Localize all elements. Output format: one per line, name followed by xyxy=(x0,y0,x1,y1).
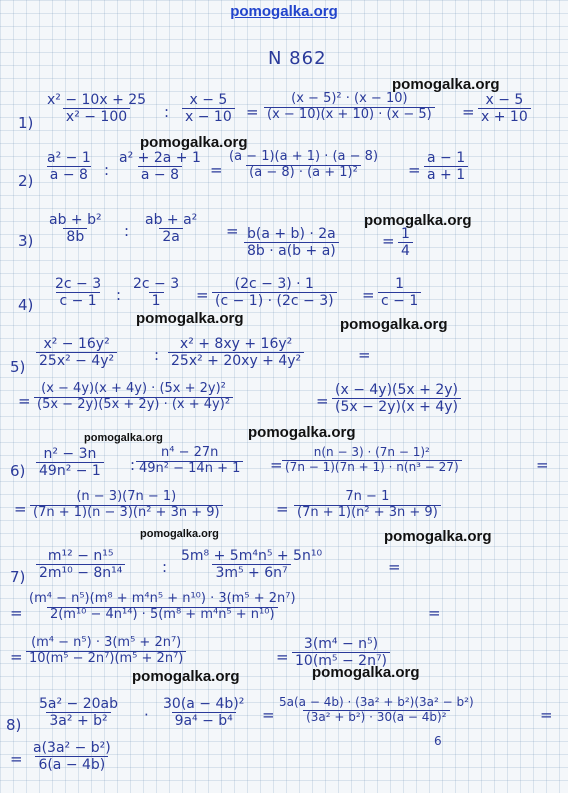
operator: = xyxy=(358,346,371,364)
watermark: pomogalka.org xyxy=(140,528,219,540)
fraction xyxy=(36,548,125,581)
operator: = xyxy=(540,706,553,724)
denominator: (3a² + b²) · 30(a − 4b)² xyxy=(303,710,449,725)
operator: = xyxy=(14,500,27,518)
watermark: pomogalka.org xyxy=(312,664,420,681)
numerator: 5m⁸ + 5m⁴n⁵ + 5n¹⁰ xyxy=(181,548,323,564)
operator: = xyxy=(246,103,259,121)
fraction xyxy=(36,336,117,369)
numerator: x − 5 xyxy=(485,92,524,108)
watermark: pomogalka.org xyxy=(84,432,163,444)
numerator: 2c − 3 xyxy=(133,276,180,292)
fraction xyxy=(294,490,441,521)
operator: : xyxy=(162,558,168,576)
denominator: x + 10 xyxy=(478,108,531,125)
fraction xyxy=(26,636,186,667)
watermark: pomogalka.org xyxy=(132,668,240,685)
operator: = xyxy=(408,161,421,179)
denominator: 8b · a(b + a) xyxy=(244,242,339,259)
denominator: (7n − 1)(7n + 1) · n(n³ − 27) xyxy=(282,460,462,475)
operator: = xyxy=(262,706,275,724)
numerator: 5a(a − 4b) · (3a² + b²)(3a² − b²) xyxy=(279,695,474,709)
problem-label: 5) xyxy=(10,358,26,376)
numerator: b(a + b) · 2a xyxy=(247,226,336,242)
fraction xyxy=(478,92,531,125)
fraction xyxy=(332,382,461,415)
denominator: 8b xyxy=(63,228,87,245)
operator: : xyxy=(130,456,136,474)
fraction xyxy=(282,446,462,475)
denominator: (5x − 2y)(5x + 2y) · (x + 4y)² xyxy=(34,397,233,413)
fraction xyxy=(168,336,304,369)
numerator: (x − 4y)(x + 4y) · (5x + 2y)² xyxy=(41,381,226,396)
denominator: 49n² − 14n + 1 xyxy=(136,461,243,477)
operator: : xyxy=(116,286,122,304)
fraction xyxy=(424,150,468,183)
cancel-note: 6 xyxy=(434,734,442,748)
fraction xyxy=(212,276,337,309)
fraction xyxy=(130,276,182,309)
numerator: ab + b² xyxy=(49,212,102,228)
denominator: (7n + 1)(n − 3)(n² + 3n + 9) xyxy=(30,505,223,521)
numerator: m¹² − n¹⁵ xyxy=(47,548,114,564)
watermark: pomogalka.org xyxy=(364,212,472,229)
operator: = xyxy=(462,103,475,121)
operator: · xyxy=(144,706,149,724)
numerator: x² − 10x + 25 xyxy=(47,92,147,108)
operator: = xyxy=(382,232,395,250)
denominator: (a − 8) · (a + 1)² xyxy=(246,165,361,181)
numerator: x² + 8xy + 16y² xyxy=(179,336,293,352)
watermark: pomogalka.org xyxy=(140,134,248,151)
operator: = xyxy=(270,456,283,474)
numerator: 1 xyxy=(401,226,410,242)
operator: : xyxy=(104,161,110,179)
fraction xyxy=(244,226,339,259)
problem-number-title: N 862 xyxy=(268,48,327,69)
numerator: ab + a² xyxy=(145,212,198,228)
numerator: 7n − 1 xyxy=(345,489,390,504)
numerator: (x − 4y)(5x + 2y) xyxy=(335,382,458,398)
operator: : xyxy=(164,103,170,121)
numerator: 3(m⁴ − n⁵) xyxy=(303,636,379,652)
denominator: 3a² + b² xyxy=(46,712,110,729)
problem-label: 6) xyxy=(10,462,26,480)
fraction xyxy=(398,226,413,259)
operator: = xyxy=(18,392,31,410)
watermark: pomogalka.org xyxy=(248,424,356,441)
watermark: pomogalka.org xyxy=(340,316,448,333)
operator: = xyxy=(196,286,209,304)
numerator: n⁴ − 27n xyxy=(160,445,219,460)
fraction xyxy=(36,696,121,729)
fraction xyxy=(46,212,105,245)
denominator: 6(a − 4b) xyxy=(35,756,108,773)
numerator: a − 1 xyxy=(427,150,466,166)
operator: = xyxy=(388,558,401,576)
operator: = xyxy=(316,392,329,410)
fraction xyxy=(34,382,233,413)
fraction xyxy=(116,150,204,183)
operator: = xyxy=(362,286,375,304)
denominator: c − 1 xyxy=(56,292,99,309)
numerator: (a − 1)(a + 1) · (a − 8) xyxy=(229,149,379,164)
operator: = xyxy=(428,604,441,622)
fraction xyxy=(160,696,247,729)
problem-label: 7) xyxy=(10,568,26,586)
fraction xyxy=(178,548,325,581)
denominator: 1 xyxy=(149,292,164,309)
denominator: 2(m¹⁰ − 4n¹⁴) · 5(m⁸ + m⁴n⁵ + n¹⁰) xyxy=(47,607,278,623)
problem-label: 4) xyxy=(18,296,34,314)
denominator: 10(m⁵ − 2n⁷)(m⁵ + 2n⁷) xyxy=(26,651,186,667)
denominator: (c − 1) · (2c − 3) xyxy=(212,292,337,309)
numerator: (m⁴ − n⁵)(m⁸ + m⁴n⁵ + n¹⁰) · 3(m⁵ + 2n⁷) xyxy=(29,591,296,606)
operator: = xyxy=(10,750,23,768)
numerator: n² − 3n xyxy=(43,446,97,462)
problem-label: 2) xyxy=(18,172,34,190)
operator: : xyxy=(124,222,130,240)
watermark: pomogalka.org xyxy=(136,310,244,327)
fraction xyxy=(44,150,94,183)
problem-label: 8) xyxy=(6,716,22,734)
operator: = xyxy=(276,500,289,518)
numerator: x² − 16y² xyxy=(43,336,110,352)
numerator: a² + 2a + 1 xyxy=(119,150,201,166)
denominator: a − 8 xyxy=(47,166,91,183)
fraction xyxy=(142,212,200,245)
denominator: 3m⁵ + 6n⁷ xyxy=(212,564,290,581)
denominator: 49n² − 1 xyxy=(36,462,104,479)
numerator: 30(a − 4b)² xyxy=(163,696,245,712)
denominator: 2m¹⁰ − 8n¹⁴ xyxy=(36,564,125,581)
denominator: 25x² + 20xy + 4y² xyxy=(168,352,304,369)
fraction xyxy=(264,92,435,123)
denominator: 10(m⁵ − 2n⁷) xyxy=(292,652,390,669)
operator: = xyxy=(276,648,289,666)
fraction xyxy=(182,92,235,125)
denominator: (7n + 1)(n² + 3n + 9) xyxy=(294,505,441,521)
numerator: 1 xyxy=(395,276,405,292)
denominator: x − 10 xyxy=(182,108,235,125)
numerator: a(3a² − b²) xyxy=(33,740,111,756)
numerator: 5a² − 20ab xyxy=(39,696,119,712)
watermark-top-link[interactable]: pomogalka.org xyxy=(230,3,338,20)
fraction xyxy=(44,92,149,125)
problem-label: 3) xyxy=(18,232,34,250)
denominator: (x − 10)(x + 10) · (x − 5) xyxy=(264,107,435,123)
fraction xyxy=(30,490,223,521)
numerator: (n − 3)(7n − 1) xyxy=(76,489,177,504)
operator: = xyxy=(10,604,23,622)
operator: = xyxy=(210,161,223,179)
denominator: 4 xyxy=(398,242,413,259)
numerator: (2c − 3) · 1 xyxy=(234,276,314,292)
operator: = xyxy=(10,648,23,666)
numerator: 2c − 3 xyxy=(55,276,102,292)
fraction xyxy=(292,636,390,669)
operator: : xyxy=(154,346,160,364)
fraction xyxy=(276,696,477,725)
operator: = xyxy=(226,222,239,240)
operator: = xyxy=(536,456,549,474)
numerator: x − 5 xyxy=(189,92,228,108)
fraction xyxy=(378,276,421,309)
fraction xyxy=(226,150,381,181)
fraction xyxy=(26,592,299,623)
denominator: 25x² − 4y² xyxy=(36,352,117,369)
watermark: pomogalka.org xyxy=(392,76,500,93)
denominator: c − 1 xyxy=(378,292,421,309)
numerator: a² − 1 xyxy=(47,150,91,166)
numerator: n(n − 3) · (7n − 1)² xyxy=(313,445,430,459)
fraction xyxy=(36,446,104,479)
denominator: x² − 100 xyxy=(63,108,130,125)
denominator: 2a xyxy=(159,228,183,245)
watermark: pomogalka.org xyxy=(384,528,492,545)
numerator: (x − 5)² · (x − 10) xyxy=(291,91,408,106)
fraction xyxy=(30,740,114,773)
denominator: 9a⁴ − b⁴ xyxy=(172,712,236,729)
problem-label: 1) xyxy=(18,114,34,132)
denominator: (5x − 2y)(x + 4y) xyxy=(332,398,461,415)
numerator: (m⁴ − n⁵) · 3(m⁵ + 2n⁷) xyxy=(31,635,182,650)
fraction xyxy=(136,446,243,477)
denominator: a − 8 xyxy=(138,166,182,183)
fraction xyxy=(52,276,104,309)
denominator: a + 1 xyxy=(424,166,468,183)
